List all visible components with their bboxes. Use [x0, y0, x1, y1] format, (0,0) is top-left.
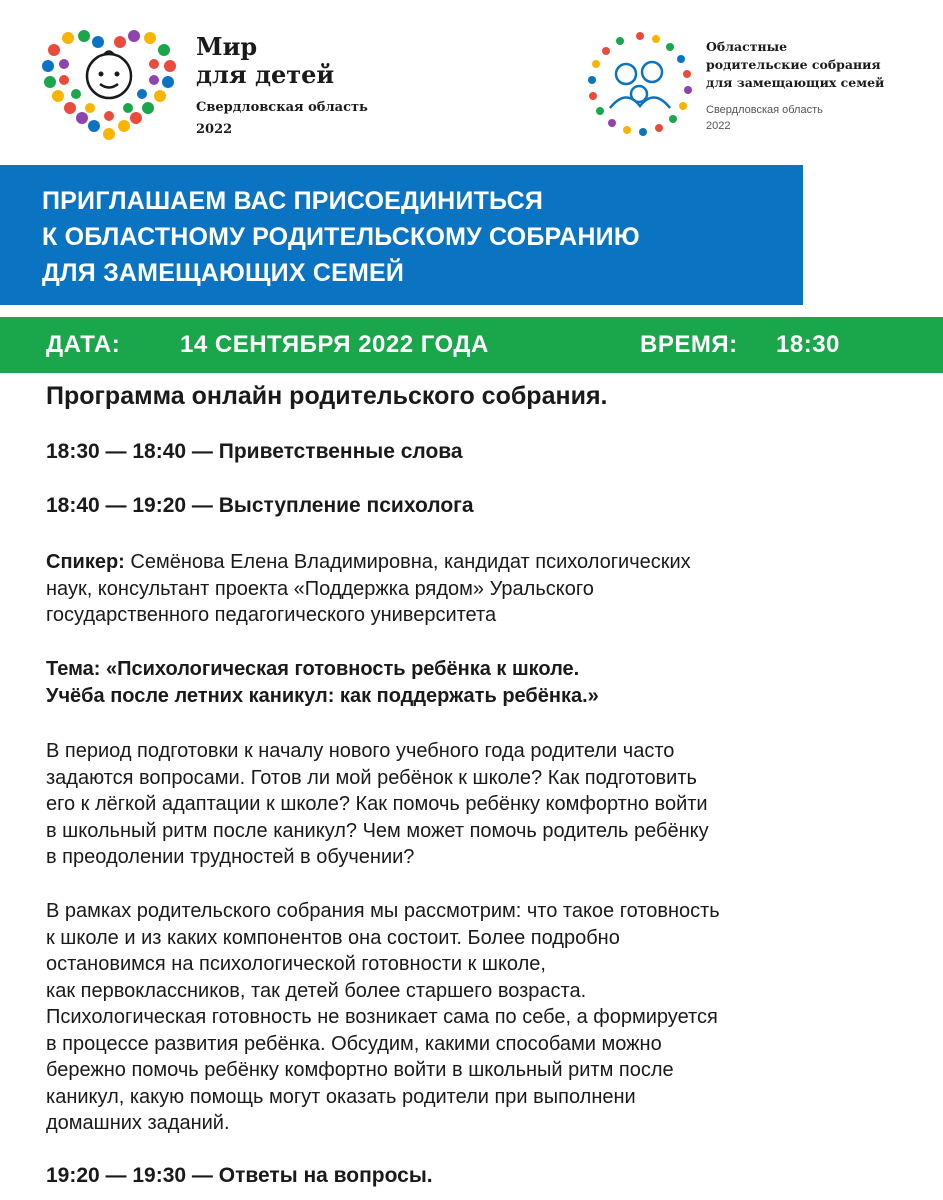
logo-right-region: Свердловская область — [706, 104, 823, 116]
date-label: ДАТА: — [46, 331, 121, 358]
paragraph-intro — [46, 738, 866, 871]
heart-child-icon — [40, 28, 180, 144]
paragraph-line: в преодолении трудностей в обучении? — [46, 846, 415, 868]
speaker-label: Спикер: — [46, 551, 125, 573]
time-label: ВРЕМЯ: — [640, 331, 738, 358]
invite-line2: К ОБЛАСТНОМУ РОДИТЕЛЬСКОМУ СОБРАНИЮ — [42, 223, 640, 251]
paragraph-line: его к лёгкой адаптации к школе? Как помочь ребёнку комфортно войти — [46, 793, 708, 815]
family-circle-icon — [584, 28, 696, 144]
paragraph-line: остановимся на психологической готовности к школе, — [46, 953, 546, 975]
logo-right-year: 2022 — [706, 120, 731, 132]
logo-mir-dlya-detey — [40, 28, 370, 148]
logo-title-line1: Мир — [196, 32, 258, 61]
logo-right-line2: родительские собрания — [706, 57, 881, 72]
paragraph-line: как первоклассников, так детей более старшего возраста. — [46, 979, 587, 1002]
invite-banner — [0, 165, 803, 305]
paragraph-line: Психологическая готовность не возникает сама по себе, а формируется — [46, 1006, 718, 1028]
paragraph-line: домашних заданий. — [46, 1112, 230, 1134]
schedule-slot-questions: 19:20 — 19:30 — Ответы на вопросы. — [46, 1164, 433, 1187]
logo-region: Свердловская область — [196, 100, 368, 115]
logo-year: 2022 — [196, 122, 233, 137]
logo-title-line2: для детей — [196, 60, 335, 89]
logo-right-line1: Областные — [706, 39, 788, 54]
theme-line1: «Психологическая готовность ребёнка к школе. — [100, 658, 580, 680]
speaker-block — [46, 549, 866, 629]
paragraph-line: к школе и из каких компонентов она состоит. Более подробно — [46, 926, 620, 949]
logo-right-line3: для замещающих семей — [706, 75, 885, 90]
invite-line3: ДЛЯ ЗАМЕЩАЮЩИХ СЕМЕЙ — [42, 259, 405, 287]
paragraph-line: в процессе развития ребёнка. Обсудим, какими способами можно — [46, 1032, 662, 1055]
program-title: Программа онлайн родительского собрания. — [46, 382, 608, 410]
theme-line2: Учёба после летних каникул: как поддержать ребёнка.» — [46, 684, 599, 707]
schedule-slot-psychologist: 18:40 — 19:20 — Выступление психолога — [46, 494, 474, 517]
paragraph-line: В период подготовки к началу нового учебного года родители часто — [46, 740, 675, 762]
paragraph-line: бережно помочь ребёнку комфортно войти в школьный ритм после — [46, 1059, 674, 1081]
date-value: 14 СЕНТЯБРЯ 2022 ГОДА — [180, 331, 489, 358]
speaker-line1: Семёнова Елена Владимировна, кандидат психологических — [124, 551, 691, 573]
paragraph-details — [46, 898, 866, 1137]
theme-block — [46, 656, 866, 709]
theme-label: Тема: — [46, 658, 101, 680]
speaker-line3: государственного педагогического университета — [46, 604, 497, 626]
invite-line1: ПРИГЛАШАЕМ ВАС ПРИСОЕДИНИТЬСЯ — [42, 187, 544, 215]
paragraph-line: каникул, какую помощь могут оказать родители при выполнени — [46, 1085, 636, 1108]
date-time-bar — [0, 317, 943, 373]
logo-oblastnye-sobraniya — [584, 28, 924, 148]
speaker-line2: наук, консультант проекта «Поддержка рядом» Уральского — [46, 577, 594, 600]
paragraph-line: В рамках родительского собрания мы рассмотрим: что такое готовность — [46, 900, 720, 922]
paragraph-line: задаются вопросами. Готов ли мой ребёнок к школе? Как подготовить — [46, 766, 697, 789]
paragraph-line: в школьный ритм после каникул? Чем может помочь родитель ребёнку — [46, 819, 709, 842]
schedule-slot-welcome: 18:30 — 18:40 — Приветственные слова — [46, 440, 463, 463]
time-value: 18:30 — [776, 331, 840, 358]
